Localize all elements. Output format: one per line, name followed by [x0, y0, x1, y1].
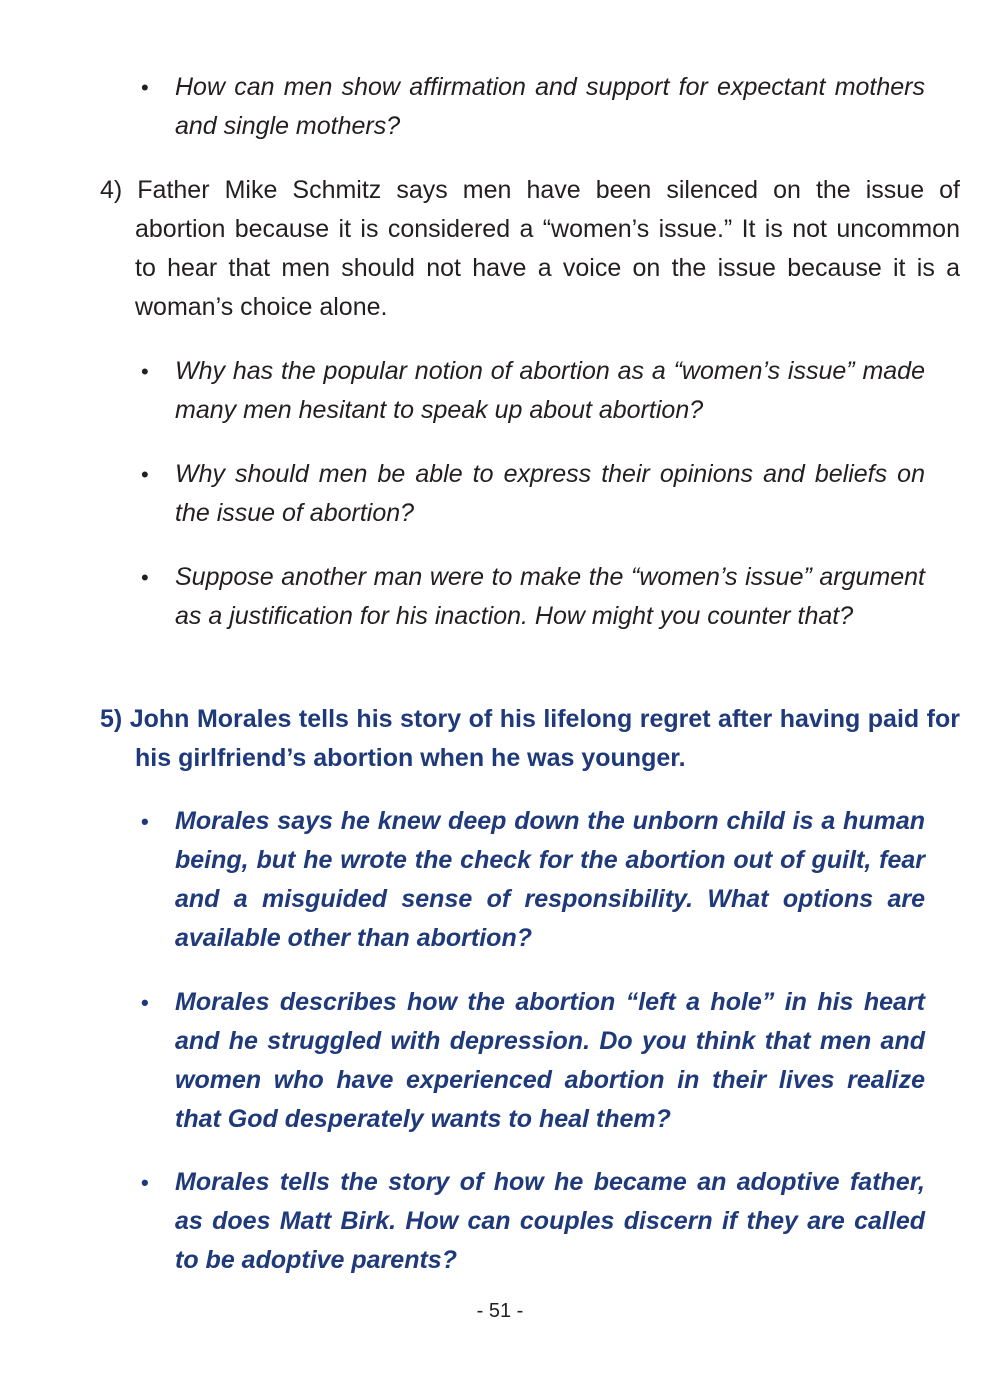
q4-bullet-3-text: Suppose another man were to make the “women’s issue” argument as a justification for his inaction. How might you counter that? — [175, 563, 925, 630]
page-number: - 51 - — [476, 1300, 524, 1322]
bullet-icon: • — [141, 75, 149, 100]
q5-bullet-1 — [141, 802, 925, 958]
q3-bullet-1 — [141, 68, 925, 146]
question-4 — [100, 171, 960, 327]
q5-bullet-3-text: Morales tells the story of how he became an adoptive father, as does Matt Birk. How can couples discern if they are called to be adoptive parents? — [175, 1168, 925, 1274]
bullet-icon: • — [141, 1170, 149, 1195]
q4-bullet-1 — [141, 352, 925, 430]
bullet-icon: • — [141, 565, 149, 590]
bullet-icon: • — [141, 462, 149, 487]
q5-bullet-2-text: Morales describes how the abortion “left a hole” in his heart and he struggled with depression. Do you think that men and women who have experienced abortion in their lives realize that God desperately wants to heal them? — [175, 988, 925, 1133]
q5-bullet-1-text: Morales says he knew deep down the unborn child is a human being, but he wrote the check for the abortion out of guilt, fear and a misguided sense of responsibility. What options are available other than abortion? — [175, 807, 925, 952]
q3-bullet-1-text: How can men show affirmation and support for expectant mothers and single mothers? — [175, 73, 925, 140]
question-5-text: John Morales tells his story of his lifelong regret after having paid for his girlfriend’s abortion when he was younger. — [129, 705, 960, 772]
q5-bullet-2 — [141, 983, 925, 1139]
q4-bullet-3 — [141, 558, 925, 636]
bullet-icon: • — [141, 990, 149, 1015]
question-5-number: 5) — [100, 705, 123, 733]
q4-bullet-2 — [141, 455, 925, 533]
q4-bullet-1-text: Why has the popular notion of abortion as a “women’s issue” made many men hesitant to speak up about abortion? — [175, 357, 925, 424]
bullet-icon: • — [141, 359, 149, 384]
question-4-text: Father Mike Schmitz says men have been silenced on the issue of abortion because it is considered a “women’s issue.” It is not uncommon to hear that men should not have a voice on the issue because it is a woman’s choice alone. — [135, 176, 960, 321]
question-5 — [100, 700, 960, 778]
question-4-number: 4) — [100, 176, 123, 204]
bullet-icon: • — [141, 809, 149, 834]
q5-bullet-3 — [141, 1163, 925, 1280]
q4-bullet-2-text: Why should men be able to express their opinions and beliefs on the issue of abortion? — [175, 460, 925, 527]
